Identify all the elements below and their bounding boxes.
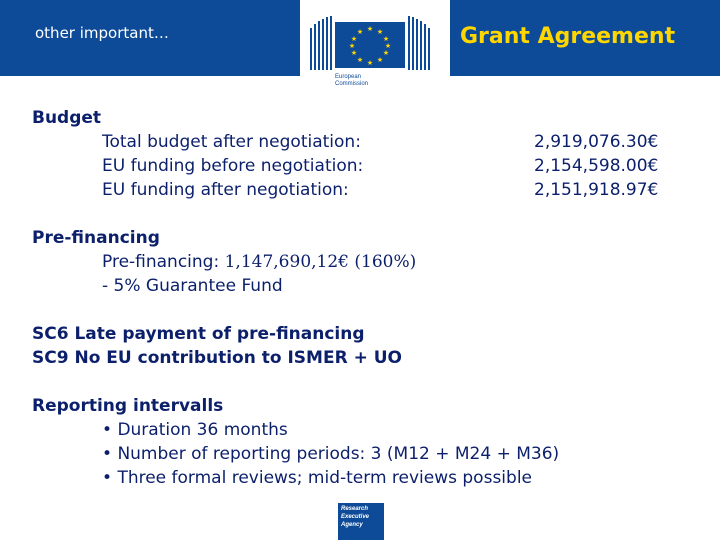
reporting-bullet (102, 468, 532, 488)
prefinancing-value: 1,147,690,12€ (160%) (224, 252, 417, 272)
bullet-icon: • (102, 468, 113, 488)
reporting-bullet-text: Three formal reviews; mid-term reviews possible (117, 468, 532, 488)
reporting-bullet-text: Number of reporting periods: 3 (M12 + M24 + M36) (117, 444, 560, 464)
header-section-title: other important… (35, 24, 169, 42)
reporting-heading: Reporting intervalls (32, 396, 224, 416)
svg-text:★: ★ (348, 42, 356, 50)
svg-text:★: ★ (376, 28, 384, 36)
budget-value-eu-after: 2,151,918.97€ (534, 180, 659, 200)
svg-text:★: ★ (350, 35, 358, 43)
budget-label-eu-before: EU funding before negotiation: (102, 156, 364, 176)
special-condition-sc6: SC6 Late payment of pre-financing (32, 324, 365, 344)
prefinancing-heading: Pre-financing (32, 228, 160, 248)
svg-text:★: ★ (384, 42, 392, 50)
svg-text:★: ★ (376, 56, 384, 64)
header-slide-title: Grant Agreement (460, 24, 676, 49)
european-commission-logo-icon (308, 14, 438, 98)
special-condition-sc9: SC9 No EU contribution to ISMER + UO (32, 348, 402, 368)
prefinancing-line (102, 252, 416, 272)
budget-label-total: Total budget after negotiation: (102, 132, 361, 152)
guarantee-fund-line: - 5% Guarantee Fund (102, 276, 283, 296)
bullet-icon: • (102, 444, 113, 464)
budget-heading: Budget (32, 108, 102, 128)
svg-text:★: ★ (366, 59, 374, 67)
bullet-icon: • (102, 420, 113, 440)
european-commission-logo-text: European Commission (335, 74, 369, 87)
svg-text:★: ★ (366, 25, 374, 33)
budget-value-eu-before: 2,154,598.00€ (534, 156, 659, 176)
budget-label-eu-after: EU funding after negotiation: (102, 180, 349, 200)
svg-text:★: ★ (382, 35, 390, 43)
budget-value-total: 2,919,076.30€ (534, 132, 659, 152)
svg-text:★: ★ (356, 56, 364, 64)
prefinancing-label: Pre-financing: (102, 252, 220, 272)
reporting-bullet (102, 420, 288, 440)
svg-text:★: ★ (350, 49, 358, 57)
reporting-bullet (102, 444, 559, 464)
research-executive-agency-logo: Research Executive Agency (338, 503, 384, 540)
svg-text:★: ★ (356, 28, 364, 36)
reporting-bullet-text: Duration 36 months (117, 420, 288, 440)
svg-text:★: ★ (382, 49, 390, 57)
